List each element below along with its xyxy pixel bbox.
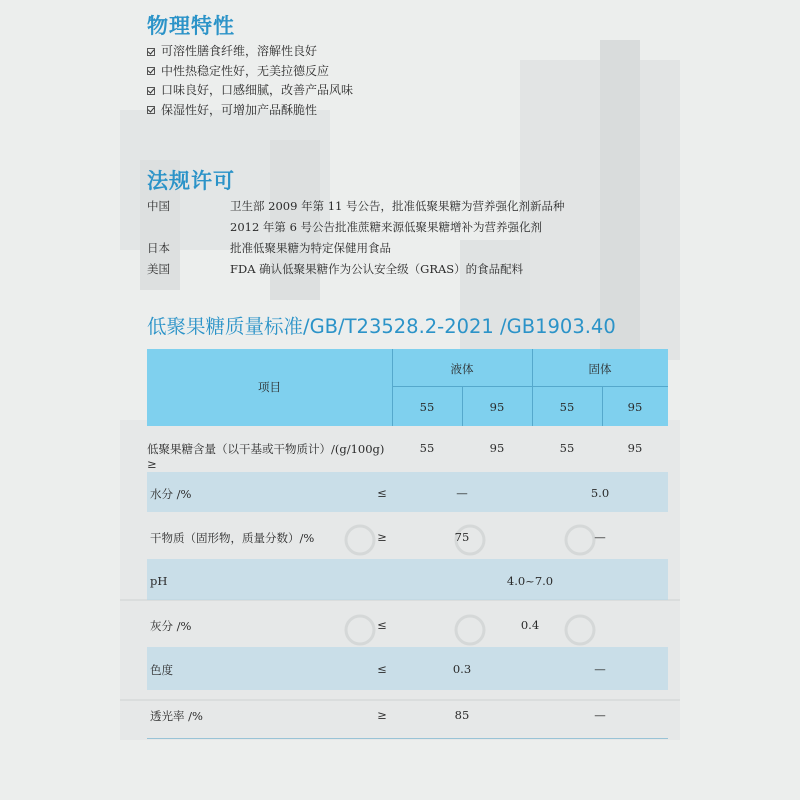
regulation-country: 日本 (147, 241, 170, 255)
regulation-text: 2012 年第 6 号公告批准蔗糖来源低聚果糖增补为营养强化剂 (230, 220, 543, 234)
table-cell: — (594, 662, 606, 676)
table-cell-operator: ≥ (377, 530, 387, 544)
table-cell: 4.0~7.0 (506, 574, 554, 588)
regulation-text: FDA 确认低聚果糖作为公认安全级（GRAS）的食品配料 (230, 262, 524, 276)
table-cell: 55 (559, 441, 575, 455)
table-cell-operator: ≤ (377, 618, 387, 632)
table-row-item: 低聚果糖含量（以干基或干物质计）/(g/100g) ≥ (147, 442, 385, 471)
table-cell: 75 (454, 530, 470, 544)
header-liquid-55: 55 (419, 400, 435, 414)
properties-list (147, 42, 353, 120)
header-liquid: 液体 (450, 362, 474, 376)
table-cell: 5.0 (590, 486, 610, 500)
table-row-item: 灰分 /% (150, 619, 192, 633)
checkbox-icon (147, 87, 155, 95)
table-cell: — (456, 486, 468, 500)
regulation-country: 美国 (147, 262, 170, 276)
table-cell: 0.3 (452, 662, 472, 676)
list-item: 口味良好，口感细腻，改善产品风味 (147, 81, 353, 101)
table-bottom-rule (147, 738, 668, 739)
properties-heading: 物理特性 (147, 14, 235, 38)
quality-table-title: 低聚果糖质量标准/GB/T23528.2-2021 /GB1903.40 (147, 315, 616, 338)
table-cell-operator: ≥ (377, 708, 387, 722)
header-solid-95: 95 (627, 400, 643, 414)
table-row-item: 水分 /% (150, 487, 192, 501)
header-item: 项目 (258, 380, 281, 394)
header-liquid-95: 95 (489, 400, 505, 414)
table-row-item: 透光率 /% (150, 709, 203, 723)
table-row-item: 色度 (150, 663, 173, 677)
table-cell: 95 (627, 441, 643, 455)
table-cell: — (594, 708, 606, 722)
list-item: 中性热稳定性好，无美拉德反应 (147, 62, 353, 82)
checkbox-icon (147, 48, 155, 56)
table-row-item: 干物质（固形物，质量分数）/% (150, 531, 315, 545)
header-divider (392, 386, 668, 387)
checkbox-icon (147, 106, 155, 114)
checkbox-icon (147, 67, 155, 75)
regulation-text: 批准低聚果糖为特定保健用食品 (230, 241, 391, 255)
list-item: 可溶性膳食纤维，溶解性良好 (147, 42, 353, 62)
list-item: 保湿性好，可增加产品酥脆性 (147, 101, 353, 121)
table-cell-operator: ≤ (377, 486, 387, 500)
header-solid-55: 55 (559, 400, 575, 414)
table-cell: 55 (419, 441, 435, 455)
regulation-country: 中国 (147, 199, 170, 213)
header-solid: 固体 (588, 362, 612, 376)
regulation-heading: 法规许可 (147, 169, 235, 193)
table-cell: 0.4 (520, 618, 540, 632)
table-cell: — (594, 530, 606, 544)
regulation-text: 卫生部 2009 年第 11 号公告，批准低聚果糖为营养强化剂新品种 (230, 199, 565, 213)
table-cell: 95 (489, 441, 505, 455)
table-cell: 85 (454, 708, 470, 722)
table-cell-operator: ≤ (377, 662, 387, 676)
table-row-item: pH (150, 574, 168, 588)
